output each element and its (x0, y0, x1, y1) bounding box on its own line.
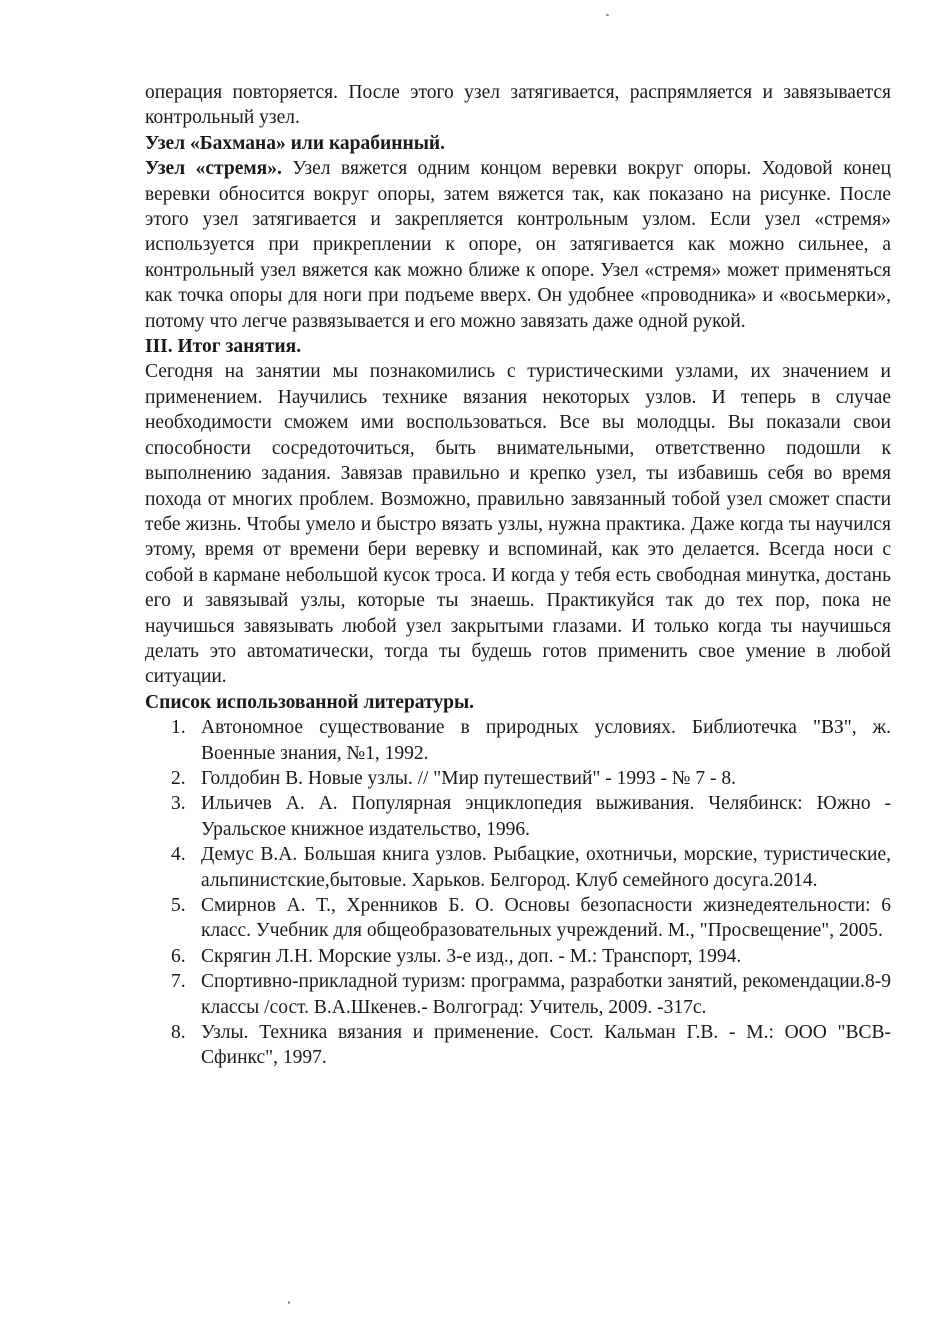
reference-item (145, 893, 891, 944)
reference-text: Автономное существование в природных условиях. Библиотечка "ВЗ", ж. Военные знания, №1, 1992. (201, 717, 891, 764)
reference-number: 2. (171, 767, 186, 789)
reference-text: Смирнов А. Т., Хренников Б. О. Основы безопасности жизнедеятельности: 6 класс. Учебник для общеобразовательных учреждений. М., "Просвещение", 2005. (201, 895, 891, 942)
scan-speck (606, 14, 609, 16)
reference-text: Голдобин В. Новые узлы. // "Мир путешествий" - 1993 - № 7 - 8. (201, 767, 736, 789)
scan-speck (288, 1301, 290, 1304)
summary-paragraph: Сегодня на занятии мы познакомились с туристическими узлами, их значением и применением. Научились технике вязания некоторых узлов. И теперь в случае необходимости сможем ими воспользоваться. Все вы молодцы. Вы показали свои способности сосредоточиться, быть внимательными, ответственно подошли к выполнению задания. Завязав правильно и крепко узел, ты избавишь себя во время похода от многих проблем. Возможно, правильно завязанный тобой узел сможет спасти тебе жизнь. Чтобы умело и быстро вязать узлы, нужна практика. Даже когда ты научился этому, время от времени бери веревку и вспоминай, как это делается. Всегда носи с собой в кармане небольшой кусок троса. И когда у тебя есть свободная минутка, достань его и завязывай узлы, которые ты знаешь. Практикуйся так до тех пор, пока не научишься завязывать любой узел закрытыми глазами. И только когда ты научишься делать это автоматически, тогда ты будешь готов применить свое умение в любой ситуации. (145, 361, 891, 688)
reference-number: 4. (171, 844, 186, 866)
reference-number: 7. (171, 971, 186, 993)
reference-item (145, 766, 891, 791)
stirrup-knot-body: Узел вяжется одним концом веревки вокруг опоры. Ходовой конец веревки обносится вокруг опоры, затем вяжется так, как показано на рисунке. После этого узел затягивается и закрепляется контрольным узлом. Если узел «стремя» используется при прикреплении к опоре, он затягивается как можно сильнее, а контрольный узел вяжется как можно ближе к опоре. Узел «стремя» может применяться как точка опоры для ноги при подъеме вверх. Он удобнее «проводника» и «восьмерки», потому что легче развязывается и его можно завязать даже одной рукой. (145, 158, 892, 332)
reference-item (145, 842, 891, 893)
bachmann-knot-heading: Узел «Бахмана» или карабинный. (145, 132, 446, 154)
reference-text: Ильичев А. А. Популярная энциклопедия выживания. Челябинск: Южно - Уральское книжное издательство, 1996. (201, 793, 891, 840)
reference-number: 8. (171, 1022, 186, 1044)
reference-item (145, 1020, 891, 1071)
reference-number: 1. (171, 717, 186, 739)
reference-item (145, 791, 891, 842)
reference-item (145, 944, 891, 969)
reference-text: Демус В.А. Большая книга узлов. Рыбацкие, охотничьи, морские, туристические, альпинистские,бытовые. Харьков. Белгород. Клуб семейного досуга.2014. (201, 844, 891, 891)
summary-heading: III. Итог занятия. (145, 336, 302, 358)
stirrup-knot-title: Узел «стремя». (145, 158, 282, 180)
document-body (145, 80, 891, 1071)
reference-item (145, 969, 891, 1020)
references-heading: Список использованной литературы. (145, 691, 475, 713)
reference-number: 3. (171, 793, 186, 815)
stirrup-knot-paragraph (145, 156, 891, 334)
reference-text: Скрягин Л.Н. Морские узлы. 3-е изд., доп. - М.: Транспорт, 1994. (201, 945, 742, 967)
reference-number: 5. (171, 895, 186, 916)
references-list (145, 715, 891, 1071)
continuation-paragraph: операция повторяется. После этого узел затягивается, распрямляется и завязывается контрольный узел. (145, 82, 891, 129)
reference-text: Узлы. Техника вязания и применение. Сост. Кальман Г.В. - М.: ООО "ВСВ-Сфинкс", 1997. (201, 1022, 891, 1069)
reference-number: 6. (171, 945, 186, 967)
reference-text: Спортивно-прикладной туризм: программа, разработки занятий, рекомендации.8-9 классы /сост. В.А.Шкенев.- Волгоград: Учитель, 2009. -317с. (201, 971, 891, 1018)
reference-item (145, 715, 891, 766)
